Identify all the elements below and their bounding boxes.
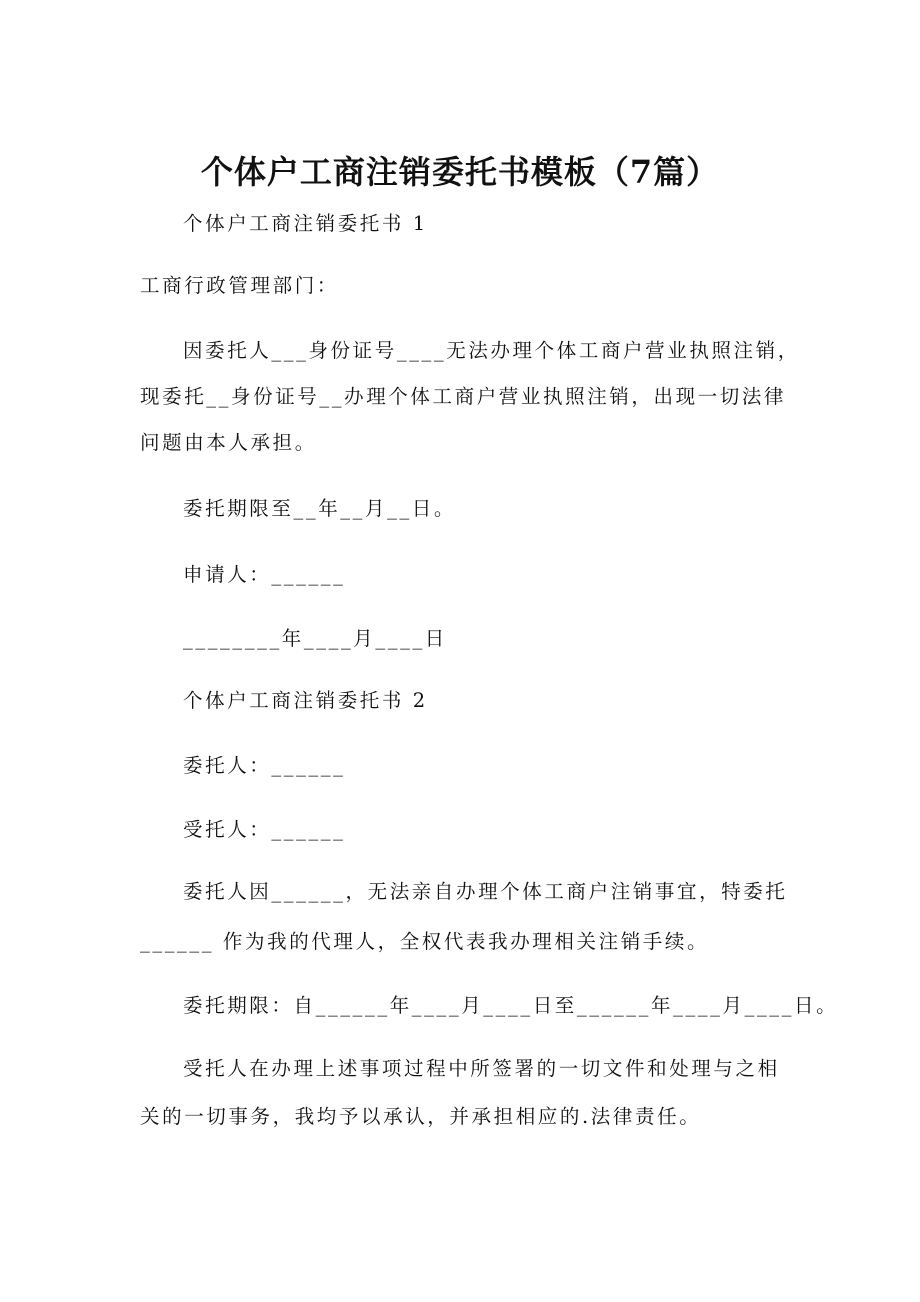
principal-line: 委托人：______	[183, 754, 346, 777]
document-title: 个体户工商注销委托书模板（7篇）	[200, 153, 720, 191]
section-heading-1: 个体户工商注销委托书 1	[183, 212, 428, 235]
section-heading-2: 个体户工商注销委托书 2	[183, 689, 428, 712]
term-line-2: 委托期限：自______年____月____日至______年____月____日。	[183, 994, 839, 1017]
paragraph-line: 关的一切事务，我均予以承认，并承担相应的.法律责任。	[140, 1105, 702, 1128]
paragraph-line: ______ 作为我的代理人，全权代表我办理相关注销手续。	[140, 930, 710, 953]
paragraph-line: 委托人因______，无法亲自办理个体工商户注销事宜，特委托	[183, 880, 788, 903]
paragraph-line: 受托人在办理上述事项过程中所签署的一切文件和处理与之相	[183, 1057, 780, 1080]
paragraph-line: 问题由本人承担。	[140, 431, 317, 454]
agent-line: 受托人：______	[183, 818, 346, 841]
term-line: 委托期限至__年__月__日。	[183, 497, 456, 520]
applicant-line: 申请人：______	[183, 563, 346, 586]
paragraph-line: 因委托人___身份证号____无法办理个体工商户营业执照注销，	[183, 339, 800, 362]
addressee: 工商行政管理部门：	[140, 274, 339, 297]
date-line: ________年____月____日	[183, 627, 447, 650]
paragraph-line: 现委托__身份证号__办理个体工商户营业执照注销，出现一切法律	[140, 385, 787, 408]
